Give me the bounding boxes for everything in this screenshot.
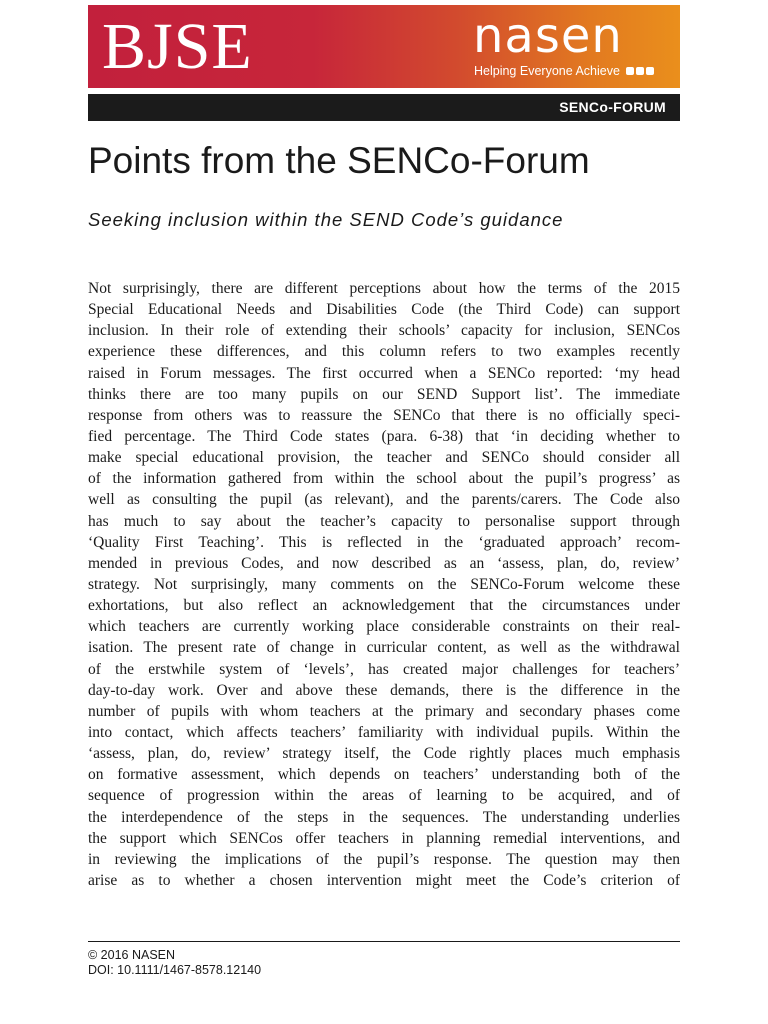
body-line: on formative assessment, which depends on teachers’ understanding both of the xyxy=(88,766,680,784)
dots-icon xyxy=(626,67,654,75)
body-line: into contact, which affects teachers’ familiarity with individual pupils. Within the xyxy=(88,723,680,741)
body-line: experience these differences, and this column refers to two examples recently xyxy=(88,343,680,361)
body-line: has much to say about the teacher’s capacity to personalise support through xyxy=(88,512,680,530)
footer xyxy=(88,948,261,978)
body-line: raised in Forum messages. The first occurred when a SENCo reported: ‘my head xyxy=(88,364,680,382)
body-line: number of pupils with whom teachers at the primary and secondary phases come xyxy=(88,702,680,720)
body-line: mended in previous Codes, and now described as an ‘assess, plan, do, review’ xyxy=(88,554,680,572)
body-line: of the erstwhile system of ‘levels’, has created major challenges for teachers’ xyxy=(88,660,680,678)
body-line: in reviewing the implications of the pupil’s response. The question may then xyxy=(88,850,680,868)
article-body xyxy=(88,278,680,891)
body-line: which teachers are currently working place considerable constraints on their real- xyxy=(88,618,680,636)
body-line: of the information gathered from within the school about the pupil’s progress’ as xyxy=(88,470,680,488)
body-line: the interdependence of the steps in the sequences. The understanding underlies xyxy=(88,808,680,826)
footer-divider xyxy=(88,941,680,942)
body-line: the support which SENCos offer teachers in planning remedial interventions, and xyxy=(88,829,680,847)
journal-banner xyxy=(88,5,680,88)
section-label: SENCo-FORUM xyxy=(559,99,666,115)
publisher-tagline: Helping Everyone Achieve xyxy=(474,64,620,78)
body-line: exhortations, but also reflect an acknowledgement that the circumstances under xyxy=(88,597,680,615)
body-line: response from others was to reassure the SENCo that there is no officially speci- xyxy=(88,406,680,424)
body-line: make special educational provision, the teacher and SENCo should consider all xyxy=(88,449,680,467)
body-line: day-to-day work. Over and above these demands, there is the difference in the xyxy=(88,681,680,699)
doi-text[interactable]: DOI: 10.1111/1467-8578.12140 xyxy=(88,963,262,977)
publisher-tagline-row xyxy=(474,63,654,79)
body-line: strategy. Not surprisingly, many comments on the SENCo-Forum welcome these xyxy=(88,575,680,593)
body-line: thinks there are too many pupils on our SEND Support list’. The immediate xyxy=(88,385,680,403)
article-subtitle: Seeking inclusion within the SEND Code’s guidance xyxy=(88,209,564,230)
article-title: Points from the SENCo-Forum xyxy=(88,140,590,181)
body-line: arise as to whether a chosen intervention might meet the Code’s criterion of xyxy=(88,871,680,889)
body-line: isation. The present rate of change in curricular content, as well as the withdrawal xyxy=(88,639,680,657)
body-line: Not surprisingly, there are different perceptions about how the terms of the 2015 xyxy=(88,280,680,297)
publisher-logo: nasen xyxy=(473,8,623,64)
body-line: Special Educational Needs and Disabilities Code (the Third Code) can support xyxy=(88,301,680,319)
body-line: sequence of progression within the areas of learning to be acquired, and of xyxy=(88,787,680,805)
copyright-text: © 2016 NASEN xyxy=(88,948,176,962)
body-line: fied percentage. The Third Code states (para. 6-38) that ‘in deciding whether to xyxy=(88,427,680,445)
section-bar xyxy=(88,94,680,121)
body-line: ‘Quality First Teaching’. This is reflected in the ‘graduated approach’ recom- xyxy=(88,533,680,551)
body-line: inclusion. In their role of extending their schools’ capacity for inclusion, SENCos xyxy=(88,322,680,340)
body-line: ‘assess, plan, do, review’ strategy itself, the Code rightly places much emphasis xyxy=(88,745,680,763)
journal-logo: BJSE xyxy=(102,10,253,83)
body-line: well as consulting the pupil (as relevant), and the parents/carers. The Code also xyxy=(88,491,680,509)
